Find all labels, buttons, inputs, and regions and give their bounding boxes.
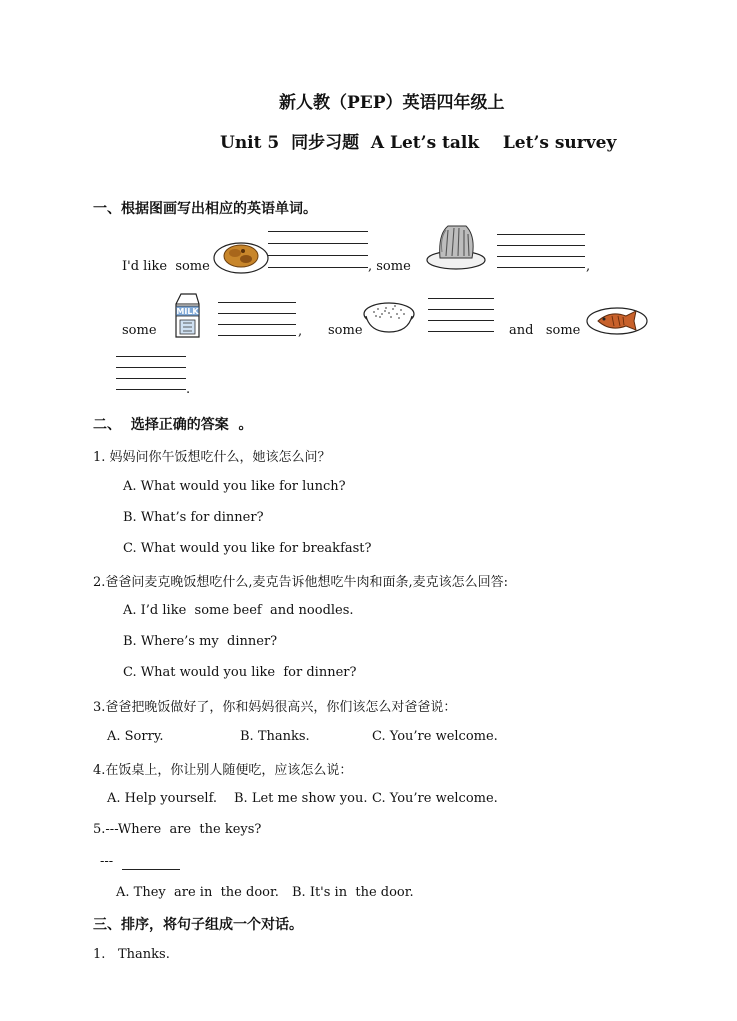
section3-heading: 三、排序，将句子组成一个对话。 [93,917,303,933]
q2-option-c[interactable]: C. What would you like for dinner? [123,665,357,680]
answer-blank[interactable] [268,231,368,232]
q1-question: 1. 妈妈问你午饭想吃什么，她该怎么问？ [93,450,331,465]
line1-end: , [586,259,591,274]
q4-question: 4.在饭桌上，你让别人随便吃，应该怎么说： [93,763,353,778]
answer-blank[interactable] [116,378,186,379]
q5-question: 5.---Where are the keys? [93,822,262,837]
answer-blank[interactable] [268,243,368,244]
answer-blank[interactable] [116,367,186,368]
q5-option-a[interactable]: A. They are in the door. [116,885,279,900]
q2-option-b[interactable]: B. Where’s my dinner? [123,634,278,649]
line2-comma: , [298,324,303,339]
answer-blank[interactable] [116,389,186,390]
q1-option-b[interactable]: B. What’s for dinner? [123,510,264,525]
line2-and-some: and some [509,323,581,338]
line3-end: . [186,382,191,397]
answer-blank[interactable] [428,331,494,332]
answer-blank[interactable] [116,356,186,357]
milk-icon [172,292,202,338]
noodles-icon [426,222,486,270]
line2-some1: some [122,323,157,338]
page-subtitle: Unit 5 同步习题 A Let’s talk Let’s survey [220,133,617,153]
fish-icon [586,304,648,336]
section3-item-number: 1. [93,947,106,962]
answer-blank[interactable] [497,256,585,257]
q4-option-b[interactable]: B. Let me show you. [234,791,368,806]
line1-prefix: I'd like some [122,259,210,274]
answer-blank[interactable] [497,267,585,268]
line2-some2: some [328,323,363,338]
q4-option-a[interactable]: A. Help yourself. [107,791,218,806]
section1-heading: 一、根据图画写出相应的英语单词。 [93,201,317,217]
chicken-icon [213,238,269,274]
line1-comma-some: , some [368,259,411,274]
answer-blank[interactable] [497,245,585,246]
q5-option-b[interactable]: B. It's in the door. [292,885,414,900]
q5-answer-prefix: --- [100,854,114,869]
q1-option-c[interactable]: C. What would you like for breakfast? [123,541,372,556]
q3-question: 3.爸爸把晚饭做好了，你和妈妈很高兴，你们该怎么对爸爸说： [93,700,457,715]
answer-blank[interactable] [268,255,368,256]
milk-label: MILK [176,307,199,316]
section2-heading: 二、 选择正确的答案 。 [93,417,253,433]
q3-option-a[interactable]: A. Sorry. [107,729,164,744]
q3-option-b[interactable]: B. Thanks. [240,729,310,744]
q5-answer-blank[interactable] [122,869,180,870]
answer-blank[interactable] [218,324,296,325]
answer-blank[interactable] [428,298,494,299]
rice-icon [362,296,416,334]
answer-blank[interactable] [428,309,494,310]
answer-blank[interactable] [218,302,296,303]
q1-option-a[interactable]: A. What would you like for lunch? [123,479,346,494]
answer-blank[interactable] [218,335,296,336]
answer-blank[interactable] [497,234,585,235]
answer-blank[interactable] [428,320,494,321]
page-title: 新人教（PEP）英语四年级上 [279,93,505,113]
q2-question: 2.爸爸问麦克晚饭想吃什么,麦克告诉他想吃牛肉和面条,麦克该怎么回答: [93,575,509,590]
q4-option-c[interactable]: C. You’re welcome. [372,791,498,806]
answer-blank[interactable] [218,313,296,314]
q2-option-a[interactable]: A. I’d like some beef and noodles. [123,603,354,618]
answer-blank[interactable] [268,267,368,268]
q3-option-c[interactable]: C. You’re welcome. [372,729,498,744]
section3-item-text: Thanks. [118,947,170,962]
